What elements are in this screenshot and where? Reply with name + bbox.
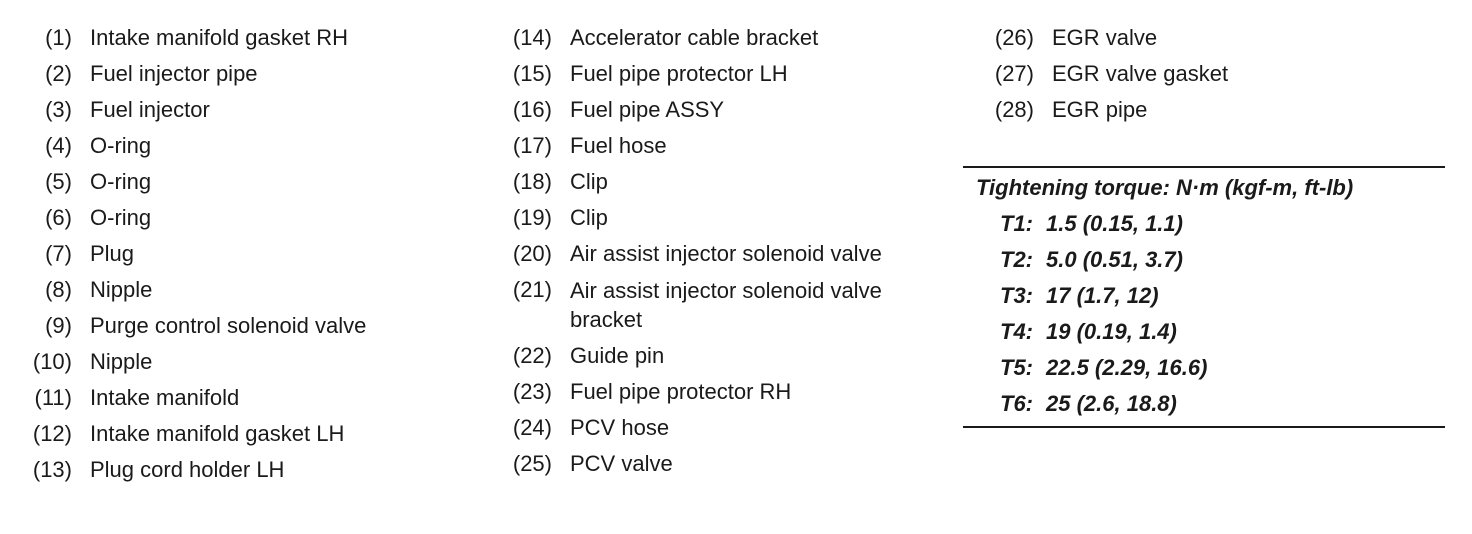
torque-row <box>963 354 1445 382</box>
parts-list-column-3 <box>980 24 1460 132</box>
item-number: (2) <box>45 61 72 86</box>
list-item <box>498 240 958 268</box>
list-item <box>18 384 488 412</box>
item-label: Plug <box>90 241 135 266</box>
item-label: Fuel injector <box>90 97 210 122</box>
item-label: Guide pin <box>570 343 665 368</box>
list-item <box>980 24 1460 52</box>
torque-table <box>963 166 1445 428</box>
list-item <box>18 132 488 160</box>
item-label: Fuel pipe protector LH <box>570 61 788 86</box>
list-item <box>18 240 488 268</box>
list-item <box>498 414 958 442</box>
item-label: PCV valve <box>570 451 673 476</box>
item-label: EGR valve <box>1052 25 1158 50</box>
item-label: PCV hose <box>570 415 670 440</box>
item-label: Fuel injector pipe <box>90 61 258 86</box>
item-number: (6) <box>45 205 72 230</box>
item-number: (16) <box>512 97 552 122</box>
torque-key: T1: <box>1000 211 1033 236</box>
torque-title: Tightening torque: N·m (kgf-m, ft-lb) <box>976 175 1354 200</box>
item-label: EGR valve gasket <box>1052 61 1229 86</box>
torque-value: 1.5 (0.15, 1.1) <box>1046 211 1183 236</box>
item-number: (25) <box>512 451 552 476</box>
torque-row <box>963 246 1445 274</box>
item-label: O-ring <box>90 133 152 158</box>
item-label: Fuel pipe protector RH <box>570 379 792 404</box>
list-item <box>498 450 958 478</box>
torque-row <box>963 390 1445 418</box>
parts-list-column-2 <box>498 24 958 486</box>
torque-key: T2: <box>1000 247 1033 272</box>
torque-row <box>963 282 1445 310</box>
list-item <box>18 24 488 52</box>
item-label: Nipple <box>90 349 153 374</box>
item-label: Air assist injector solenoid valve <box>570 241 882 266</box>
list-item <box>18 420 488 448</box>
item-label: Nipple <box>90 277 153 302</box>
list-item <box>18 312 488 340</box>
item-number: (11) <box>34 385 72 410</box>
list-item <box>18 276 488 304</box>
item-number: (12) <box>32 421 72 446</box>
item-label: O-ring <box>90 169 152 194</box>
item-label: EGR pipe <box>1052 97 1148 122</box>
item-label: Fuel hose <box>570 133 667 158</box>
list-item <box>18 204 488 232</box>
list-item <box>18 60 488 88</box>
list-item <box>18 348 488 376</box>
item-number: (21) <box>512 277 552 302</box>
torque-key: T4: <box>1000 319 1033 344</box>
item-number: (14) <box>512 25 552 50</box>
torque-value: 5.0 (0.51, 3.7) <box>1046 247 1183 272</box>
list-item <box>498 204 958 232</box>
list-item <box>498 378 958 406</box>
item-number: (20) <box>512 241 552 266</box>
item-label: Purge control solenoid valve <box>90 313 367 338</box>
item-number: (15) <box>512 61 552 86</box>
item-label <box>570 276 958 334</box>
item-number: (27) <box>994 61 1034 86</box>
list-item <box>498 168 958 196</box>
torque-row <box>963 318 1445 346</box>
torque-value: 22.5 (2.29, 16.6) <box>1046 355 1208 380</box>
torque-value: 17 (1.7, 12) <box>1046 283 1159 308</box>
item-label-line-1: Air assist injector solenoid valve <box>570 278 882 303</box>
item-number: (7) <box>45 241 72 266</box>
torque-row <box>963 210 1445 238</box>
torque-key: T5: <box>1000 355 1033 380</box>
item-number: (4) <box>45 133 72 158</box>
item-label: Fuel pipe ASSY <box>570 97 725 122</box>
list-item <box>498 342 958 370</box>
item-label: Clip <box>570 169 608 194</box>
item-label: Accelerator cable bracket <box>570 25 819 50</box>
item-label: Intake manifold gasket RH <box>90 25 349 50</box>
item-label-line-2: bracket <box>570 307 643 332</box>
item-number: (22) <box>512 343 552 368</box>
item-label: Plug cord holder LH <box>90 457 285 482</box>
item-number: (3) <box>45 97 72 122</box>
list-item <box>18 168 488 196</box>
list-item <box>498 132 958 160</box>
parts-list-column-1 <box>18 24 488 492</box>
torque-key: T6: <box>1000 391 1033 416</box>
item-label: O-ring <box>90 205 152 230</box>
item-number: (5) <box>45 169 72 194</box>
item-number: (19) <box>512 205 552 230</box>
item-number: (24) <box>512 415 552 440</box>
item-number: (13) <box>32 457 72 482</box>
list-item <box>498 96 958 124</box>
list-item <box>18 96 488 124</box>
item-number: (1) <box>45 25 72 50</box>
item-number: (23) <box>512 379 552 404</box>
item-number: (10) <box>32 349 72 374</box>
item-number: (8) <box>45 277 72 302</box>
list-item <box>498 24 958 52</box>
list-item <box>498 60 958 88</box>
item-number: (18) <box>512 169 552 194</box>
list-item <box>980 60 1460 88</box>
item-number: (17) <box>512 133 552 158</box>
item-number: (9) <box>45 313 72 338</box>
list-item <box>498 276 958 334</box>
list-item <box>980 96 1460 124</box>
item-label: Intake manifold <box>90 385 240 410</box>
item-label: Clip <box>570 205 608 230</box>
item-number: (28) <box>994 97 1034 122</box>
torque-key: T3: <box>1000 283 1033 308</box>
torque-value: 19 (0.19, 1.4) <box>1046 319 1177 344</box>
torque-value: 25 (2.6, 18.8) <box>1046 391 1177 416</box>
item-label: Intake manifold gasket LH <box>90 421 345 446</box>
list-item <box>18 456 488 484</box>
item-number: (26) <box>994 25 1034 50</box>
